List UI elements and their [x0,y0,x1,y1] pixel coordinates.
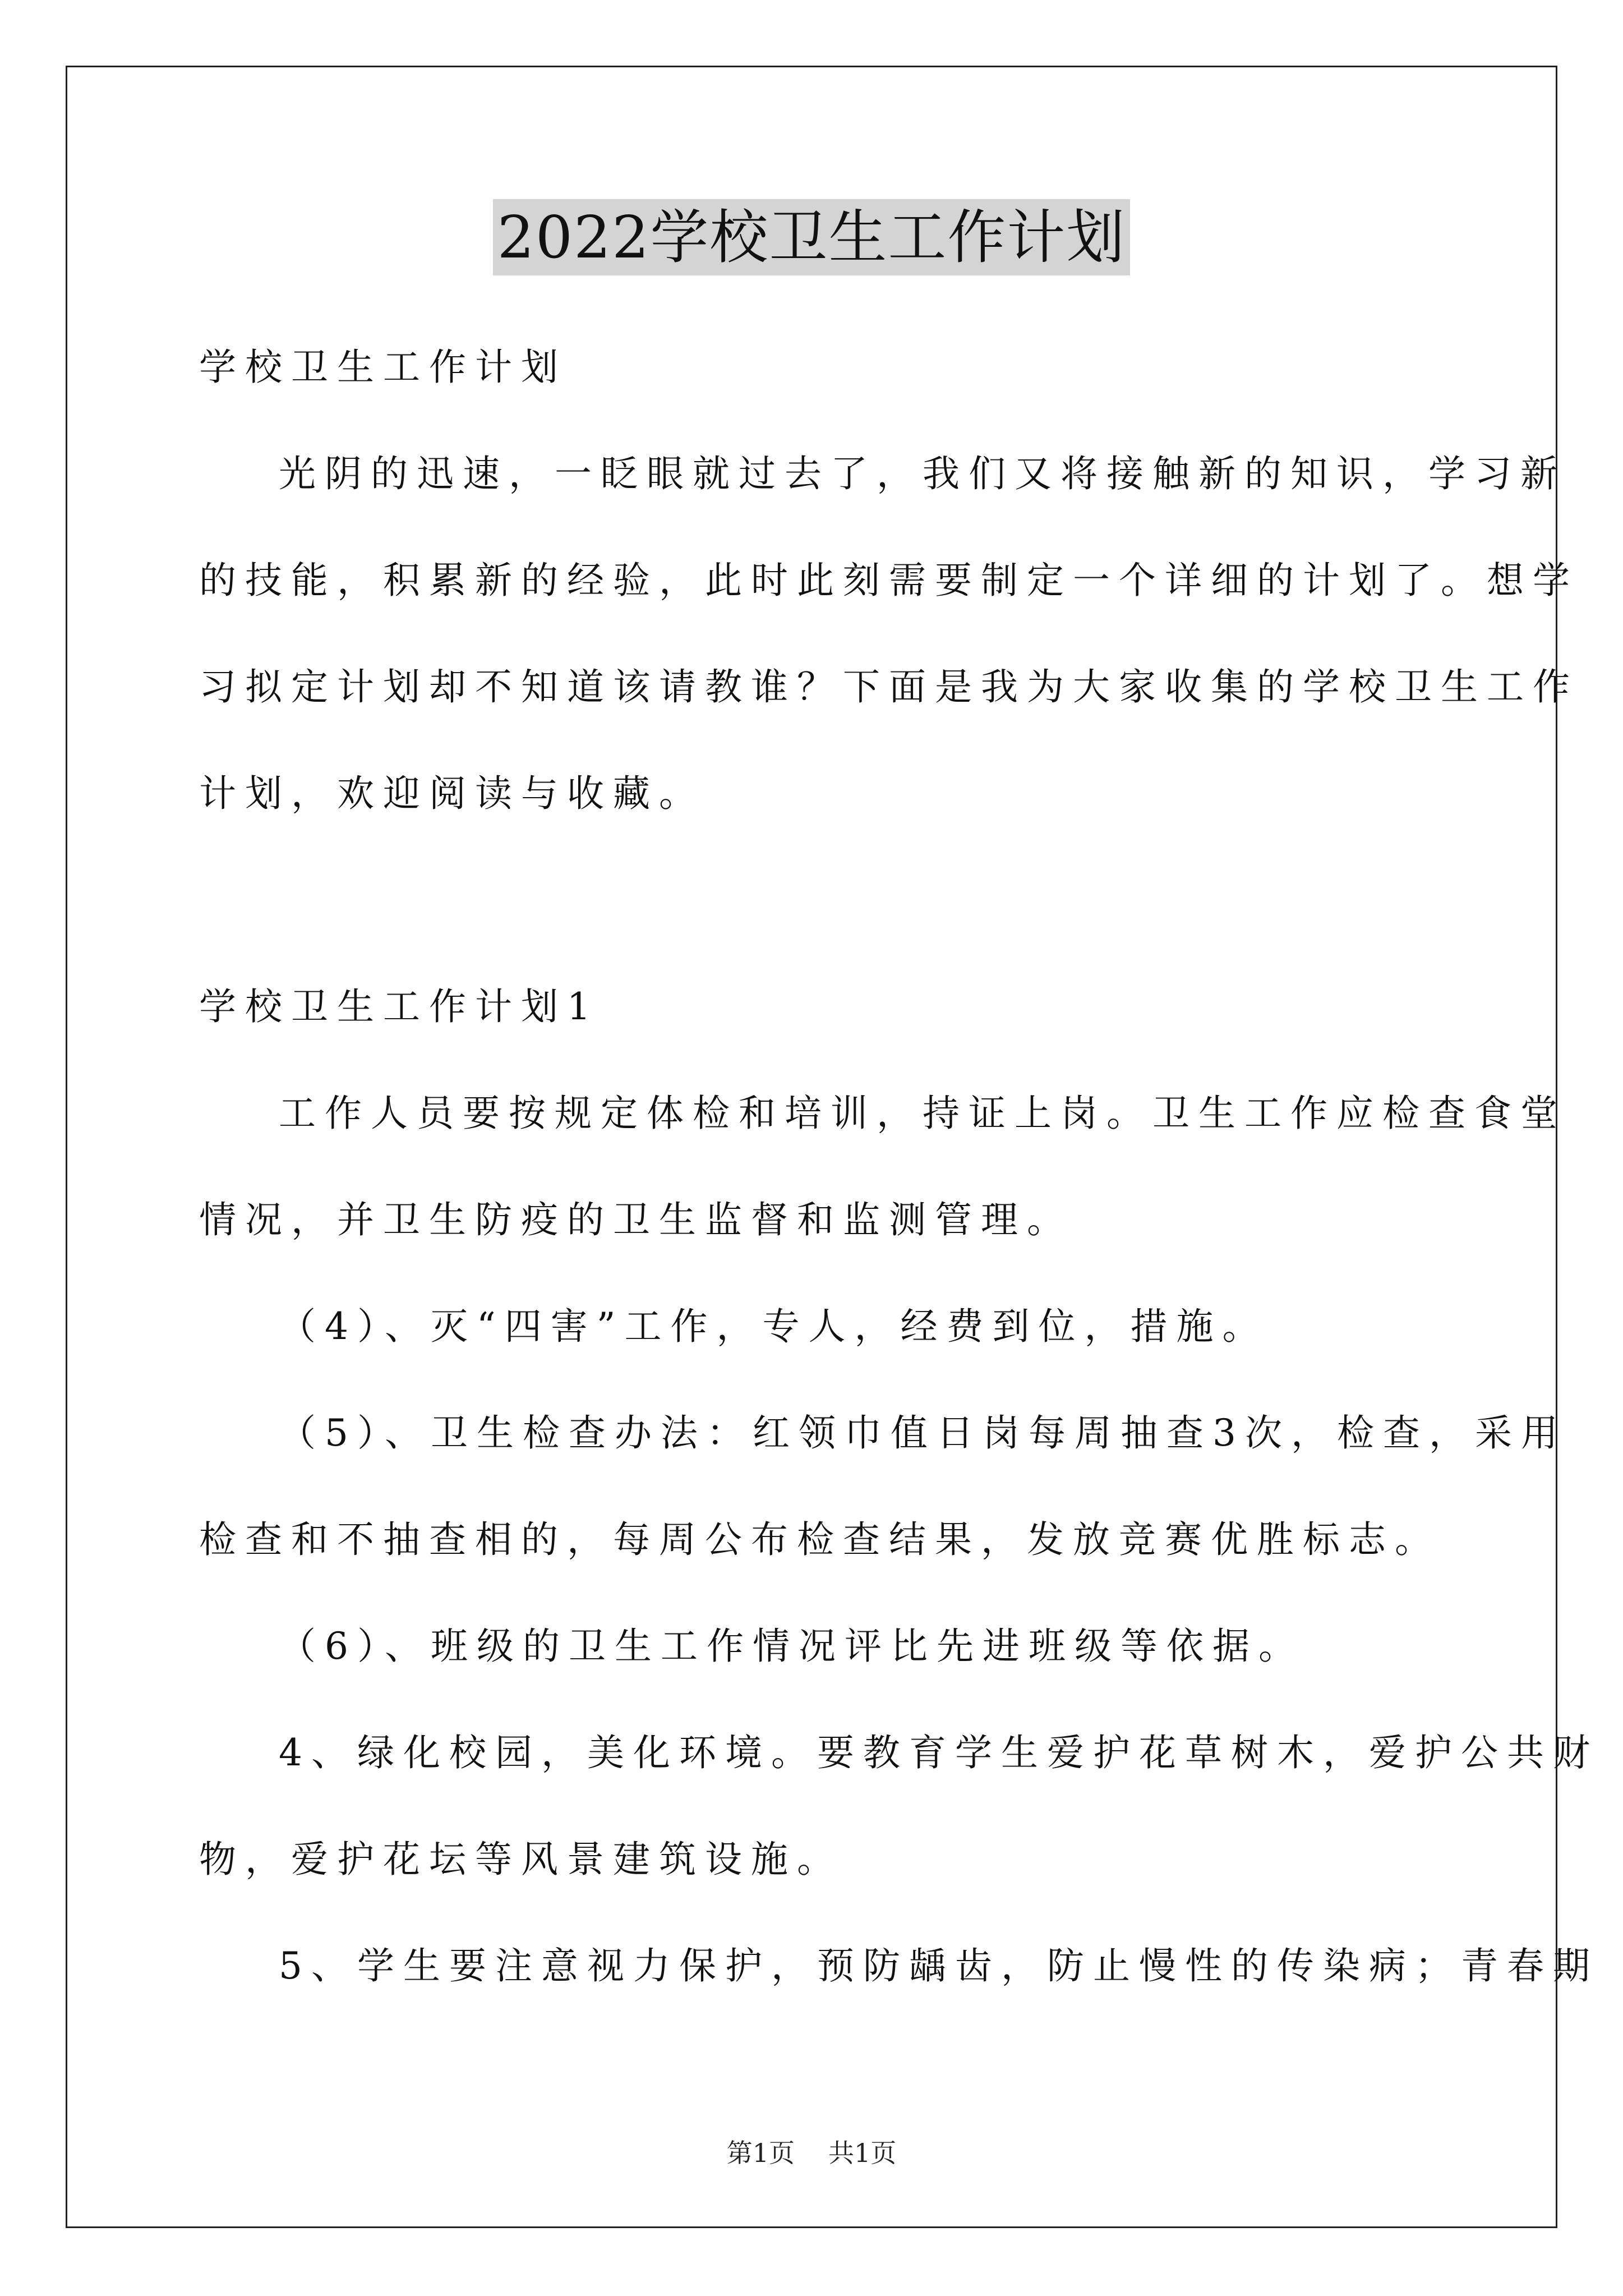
paragraph-line: 工作人员要按规定体检和培训，持证上岗。卫生工作应检查食堂 [279,1092,1566,1135]
paragraph-line: 计划，欢迎阅读与收藏。 [199,772,705,815]
list-item: 4、绿化校园，美化环境。要教育学生爱护花草树木，爱护公共财 [279,1731,1599,1774]
section-heading: 学校卫生工作计划 [199,346,567,389]
page-number: 第1页 [726,2138,795,2168]
section-heading: 学校卫生工作计划1 [199,985,600,1028]
document-body [199,314,1599,2019]
list-item: （5）、卫生检查办法：红领巾值日岗每周抽查3次，检查，采用 [279,1411,1567,1455]
page-footer [0,2136,1623,2170]
paragraph-line: 检查和不抽查相的，每周公布检查结果，发放竞赛优胜标志。 [199,1518,1441,1561]
paragraph-gap [199,847,1427,954]
list-item: （6）、班级的卫生工作情况评比先进班级等依据。 [279,1625,1304,1668]
document-title: 2022学校卫生工作计划 [493,199,1131,275]
paragraph-line: 习拟定计划却不知道该请教谁？下面是我为大家收集的学校卫生工作 [199,665,1579,708]
paragraph-line: 的技能，积累新的经验，此时此刻需要制定一个详细的计划了。想学 [199,559,1579,602]
paragraph-line: 光阴的迅速，一眨眼就过去了，我们又将接触新的知识，学习新 [279,452,1566,495]
list-item: 5、学生要注意视力保护，预防龋齿，防止慢性的传染病；青春期 [279,1944,1599,1987]
total-pages: 共1页 [828,2138,897,2168]
title-container [0,199,1623,275]
paragraph-line: 情况，并卫生防疫的卫生监督和监测管理。 [199,1198,1073,1241]
paragraph-line: 物，爱护花坛等风景建筑设施。 [199,1838,843,1881]
list-item: （4）、灭“四害”工作，专人，经费到位，措施。 [279,1305,1269,1348]
